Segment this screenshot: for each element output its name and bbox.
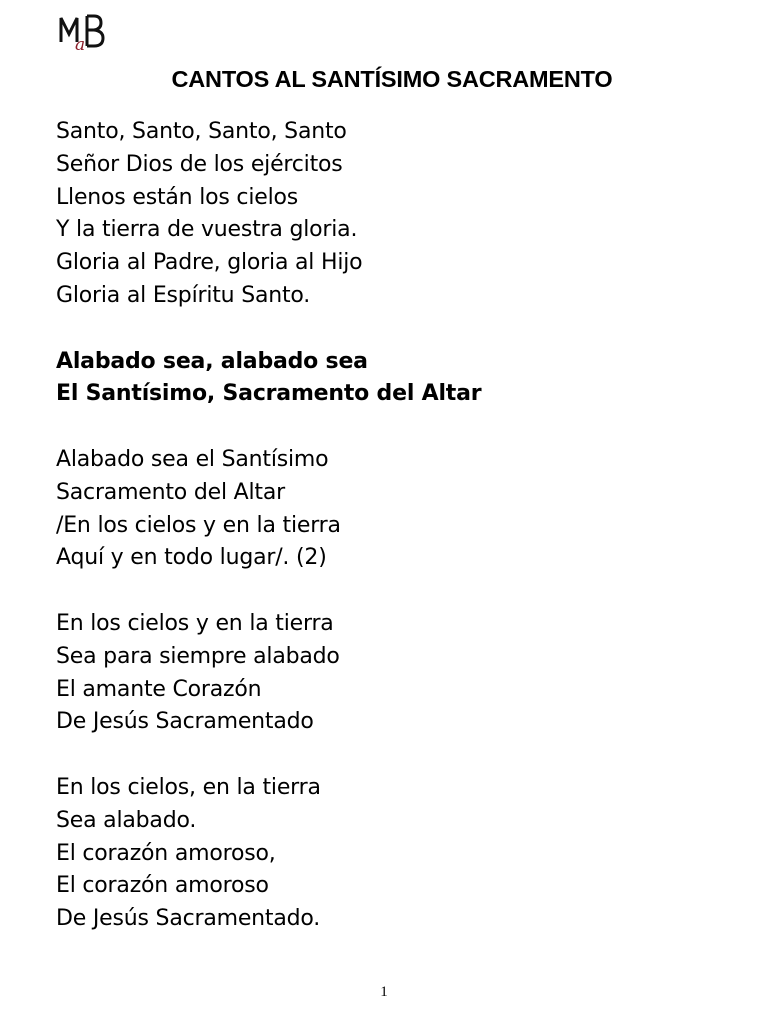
lyric-line: Gloria al Padre, gloria al Hijo: [56, 250, 363, 276]
lyric-line: De Jesús Sacramentado: [56, 709, 314, 735]
lyric-line: Alabado sea el Santísimo: [56, 446, 329, 472]
lyric-line: /En los cielos y en la tierra: [56, 512, 341, 538]
stanza-1: [56, 116, 756, 313]
stanza-3: [56, 444, 756, 575]
lyric-line: Santo, Santo, Santo, Santo: [56, 119, 347, 144]
lyric-line: Aquí y en todo lugar/. (2): [56, 545, 327, 571]
stanza-4: [56, 608, 756, 739]
lyric-line: Gloria al Espíritu Santo.: [56, 282, 311, 308]
refrain-line: Alabado sea, alabado sea: [56, 348, 368, 374]
lyric-line: El corazón amoroso: [56, 873, 269, 899]
lyric-line: El corazón amoroso,: [56, 840, 276, 866]
stanza-5: [56, 772, 756, 936]
lyric-line: De Jesús Sacramentado.: [56, 906, 321, 932]
lyrics: [56, 116, 756, 936]
lyric-line: Llenos están los cielos: [56, 184, 299, 210]
svg-text:a: a: [75, 35, 86, 52]
lyric-line: En los cielos y en la tierra: [56, 610, 334, 636]
mab-logo: [58, 12, 106, 52]
lyric-line: Sea alabado.: [56, 807, 197, 833]
refrain-line: El Santísimo, Sacramento del Altar: [56, 381, 482, 407]
lyric-line: Sea para siempre alabado: [56, 643, 340, 669]
lyric-line: Señor Dios de los ejércitos: [56, 151, 343, 177]
lyric-line: Sacramento del Altar: [56, 479, 285, 505]
stanza-refrain: [56, 346, 756, 412]
page-title: CANTOS AL SANTÍSIMO SACRAMENTO: [171, 66, 613, 92]
lyric-line: El amante Corazón: [56, 676, 262, 702]
lyric-line: En los cielos, en la tierra: [56, 774, 321, 800]
lyric-line: Y la tierra de vuestra gloria.: [56, 217, 358, 243]
page-number: 1: [380, 984, 388, 1000]
